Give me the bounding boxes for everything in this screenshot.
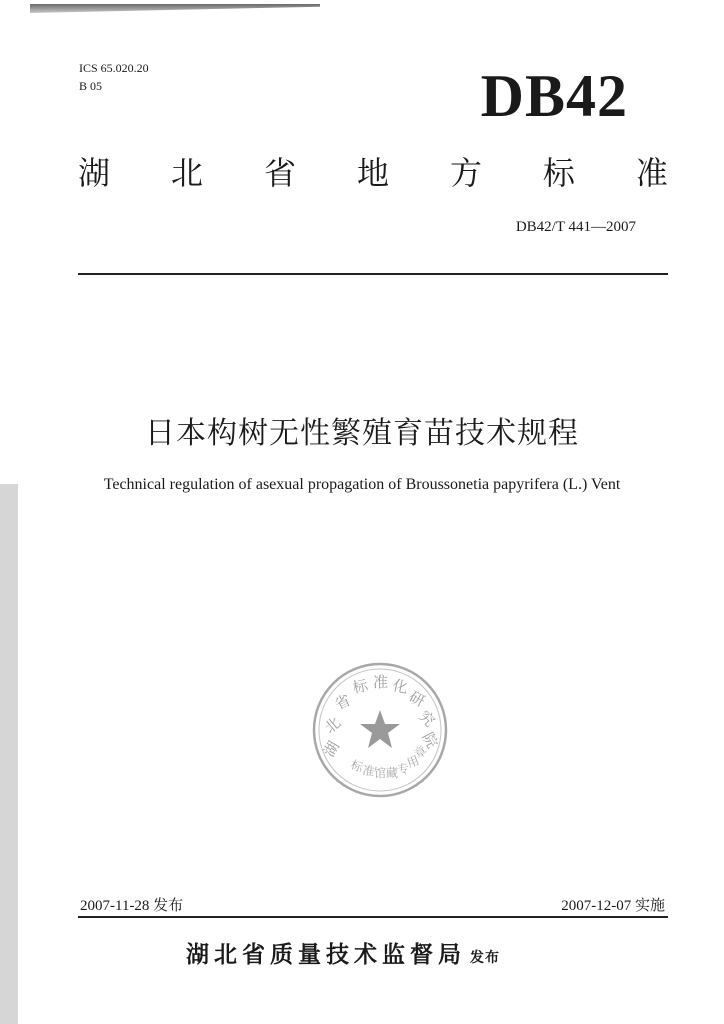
- svg-text:湖: 湖: [319, 737, 343, 760]
- db-code: DB42: [480, 63, 628, 129]
- svg-text:准: 准: [361, 763, 376, 780]
- svg-text:准: 准: [373, 673, 389, 691]
- ccs-code: B 05: [79, 79, 103, 93]
- svg-text:标: 标: [348, 757, 366, 775]
- ics-code: ICS 65.020.20: [79, 61, 149, 75]
- scan-artifact-top: [30, 4, 320, 13]
- institute-seal-stamp: [310, 660, 450, 800]
- svg-text:藏: 藏: [386, 766, 399, 780]
- classification-codes: [79, 59, 149, 95]
- issuer-name: 湖北省质量技术监督局: [186, 942, 466, 968]
- svg-text:化: 化: [391, 676, 410, 698]
- standard-type-char: 北: [170, 154, 203, 192]
- standard-type-char: 省: [263, 154, 296, 192]
- seal-star-icon: [360, 710, 400, 748]
- svg-text:标: 标: [351, 676, 370, 697]
- svg-text:北: 北: [321, 713, 345, 738]
- svg-text:用: 用: [404, 753, 422, 771]
- svg-text:院: 院: [418, 729, 442, 752]
- svg-text:章: 章: [411, 743, 430, 762]
- svg-text:研: 研: [406, 687, 428, 711]
- header-divider: [78, 273, 668, 275]
- svg-text:究: 究: [415, 707, 439, 731]
- svg-text:省: 省: [332, 690, 354, 714]
- standard-type-char: 方: [449, 154, 482, 192]
- document-title-english: Technical regulation of asexual propagation of Broussonetia papyrifera (L.) Vent: [103, 476, 621, 493]
- implement-date: 2007-12-07 实施: [561, 898, 665, 914]
- issuer-suffix: 发布: [470, 950, 500, 966]
- svg-text:馆: 馆: [374, 766, 387, 780]
- standard-number: DB42/T 441—2007: [515, 219, 636, 235]
- footer-divider: [78, 916, 668, 918]
- svg-text:专: 专: [396, 761, 411, 777]
- standard-type-title: [78, 151, 668, 195]
- scan-artifact-left-strip: [0, 484, 18, 1024]
- standard-type-char: 湖: [78, 154, 111, 192]
- issuing-authority: [186, 936, 500, 969]
- publish-date: 2007-11-28 发布: [80, 898, 184, 914]
- document-title-chinese: 日本构树无性繁殖育苗技术规程: [145, 416, 579, 451]
- standard-type-char: 地: [356, 154, 389, 192]
- standard-type-char: 标: [542, 154, 575, 192]
- standard-type-char: 准: [635, 154, 668, 192]
